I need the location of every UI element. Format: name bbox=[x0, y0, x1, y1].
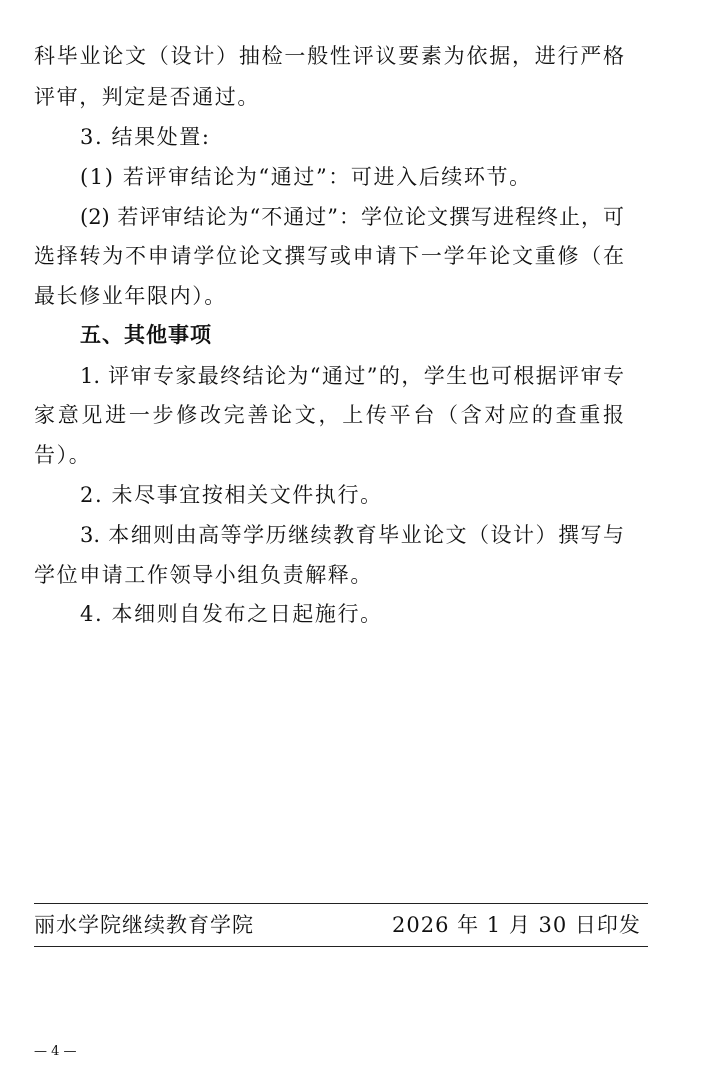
body-line: 2. 未尽事宜按相关文件执行。 bbox=[80, 483, 383, 507]
body-line: (1) 若评审结论为“通过”：可进入后续环节。 bbox=[80, 165, 532, 189]
body-line: 评审，判定是否通过。 bbox=[34, 85, 260, 109]
body-line: 3. 结果处置: bbox=[80, 125, 211, 149]
body-line: 学位申请工作领导小组负责解释。 bbox=[34, 563, 373, 587]
body-line: 告）。 bbox=[34, 443, 92, 467]
section-heading: 五、其他事项 bbox=[80, 323, 212, 347]
body-line: 选择转为不申请学位论文撰写或申请下一学年论文重修（在 bbox=[34, 244, 624, 268]
footer-rule-bottom bbox=[34, 946, 648, 947]
body-line: 1. 评审专家最终结论为“通过”的，学生也可根据评审专 bbox=[80, 364, 624, 388]
issue-date: 2026 年 1 月 30 日印发 bbox=[392, 913, 641, 937]
body-line: 最长修业年限内）。 bbox=[34, 284, 227, 308]
page-number: — 4 — bbox=[34, 1044, 77, 1059]
issuer-name: 丽水学院继续教育学院 bbox=[34, 913, 254, 937]
body-line: 家意见进一步修改完善论文，上传平台（含对应的查重报 bbox=[34, 403, 624, 427]
body-line: 科毕业论文（设计）抽检一般性评议要素为依据，进行严格 bbox=[34, 44, 624, 68]
body-line: 3. 本细则由高等学历继续教育毕业论文（设计）撰写与 bbox=[80, 523, 624, 547]
footer-rule-top bbox=[34, 903, 648, 904]
body-line: (2) 若评审结论为“不通过”：学位论文撰写进程终止，可 bbox=[80, 205, 624, 229]
body-line: 4. 本细则自发布之日起施行。 bbox=[80, 602, 383, 626]
